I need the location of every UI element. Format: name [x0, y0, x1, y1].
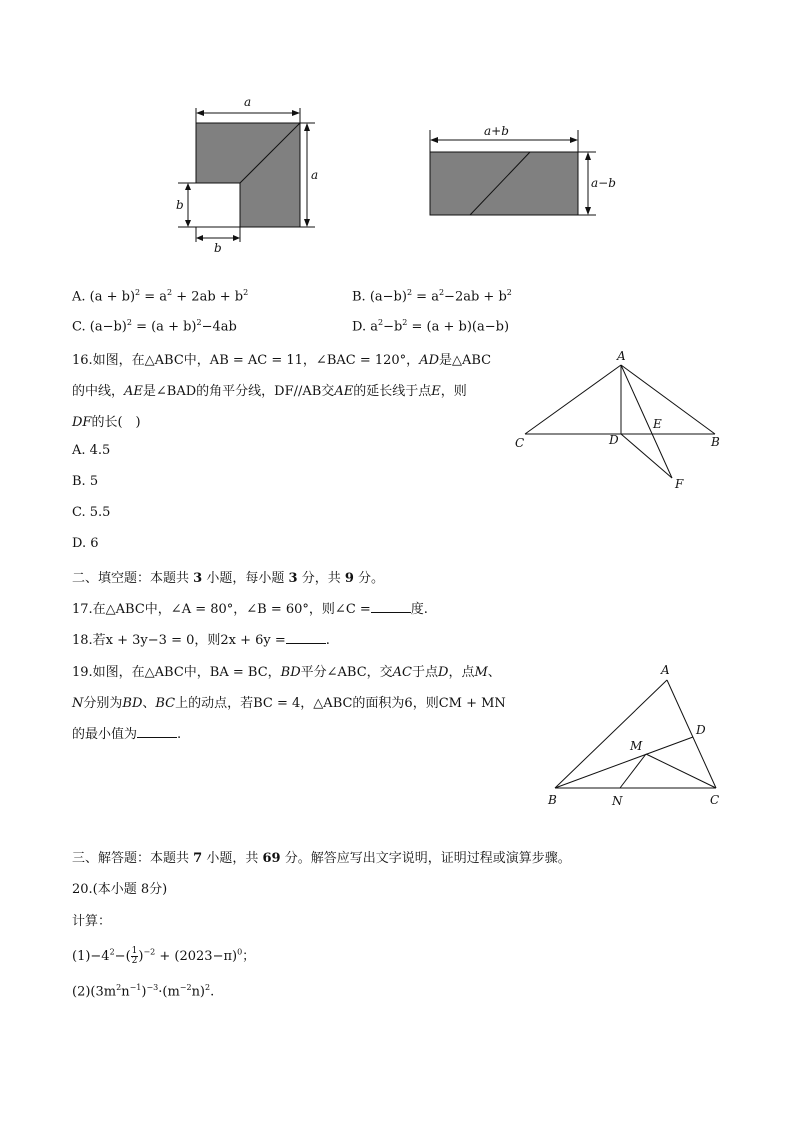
section-3-title: 三、解答题：本题共 7 小题，共 69 分。解答应写出文字说明，证明过程或演算步骤。 [72, 851, 571, 866]
q15-option-c: C. $(a-b)^2 = (a + b)^2-4ab$ [72, 318, 237, 335]
q20-part-2: $(2)(3m^2n^{-1})^{-3}\cdot(m^{-2}n)^2$. [72, 983, 215, 1000]
answer-blank[interactable] [286, 631, 326, 644]
q16-option-a: A. 4.5 [72, 443, 111, 458]
label-M: M [630, 739, 643, 753]
label-C: C [515, 436, 525, 450]
label-C: C [710, 793, 720, 807]
q16-option-b: B. 5 [72, 474, 99, 489]
q20-part-1: $(1)-4^2-$( $\frac{1}{2}$ )$^{-2} + (2023-\pi)^0$； [72, 946, 256, 966]
label-a-plus-b: a+b [484, 124, 509, 138]
q16-line-2: 的中线，AE是∠BAD的角平分线，DF//AB交AE的延长线于点E，则 [72, 384, 467, 399]
label-D: D [696, 723, 706, 737]
shaded-rectangle-right [430, 152, 578, 215]
label-A: A [617, 349, 626, 363]
q16-triangle-figure [505, 345, 735, 495]
label-b-left: b [176, 198, 184, 212]
label-a-top: a [244, 95, 252, 109]
q20-calc-label: 计算： [72, 914, 112, 929]
answer-blank[interactable] [371, 600, 411, 613]
fraction-one-half: $\frac{1}{2}$ [131, 946, 138, 966]
q15-option-d: D. $a^2-b^2 = (a + b)(a-b)$ [352, 318, 510, 335]
label-N: N [612, 794, 623, 808]
section-2-title: 二、填空题：本题共 3 小题，每小题 3 分，共 9 分。 [72, 571, 385, 586]
q19-triangle-figure [540, 660, 730, 810]
label-a-minus-b: a−b [591, 176, 616, 190]
q20-heading: 20.(本小题 8分) [72, 882, 168, 897]
q15-option-b: B. $(a-b)^2 = a^2-2ab + b^2$ [352, 288, 512, 305]
q16-option-c: C. 5.5 [72, 505, 111, 520]
label-E: E [653, 417, 662, 431]
label-B: B [711, 435, 720, 449]
label-D: D [609, 433, 619, 447]
q15-option-a: A. $(a + b)^2 = a^2 + 2ab + b^2$ [72, 288, 249, 305]
squares-figure [160, 90, 630, 260]
answer-blank[interactable] [137, 725, 177, 738]
label-A: A [661, 663, 670, 677]
q19-line-1: 19.如图，在△ABC中，BA = BC，BD平分∠ABC，交AC于点D，点M、 [72, 665, 501, 680]
q18: 18.若x + 3y−3 = 0，则2x + 6y = . [72, 633, 330, 648]
label-F: F [675, 477, 684, 491]
q19-line-3: 的最小值为 . [72, 727, 182, 742]
label-B: B [548, 793, 557, 807]
q16-option-d: D. 6 [72, 536, 99, 551]
q16-line-1: 16.如图，在△ABC中，AB = AC = 11，∠BAC = 120°，AD是△ABC [72, 353, 492, 368]
q16-line-3: DF的长( ) [72, 415, 141, 430]
label-a-right: a [311, 168, 319, 182]
q19-line-2: N分别为BD、BC上的动点，若BC = 4，△ABC的面积为6，则CM + MN [72, 696, 506, 711]
label-b-bottom: b [214, 241, 222, 255]
q17: 17.在△ABC中，∠A = 80°，∠B = 60°，则∠C = 度. [72, 602, 428, 617]
